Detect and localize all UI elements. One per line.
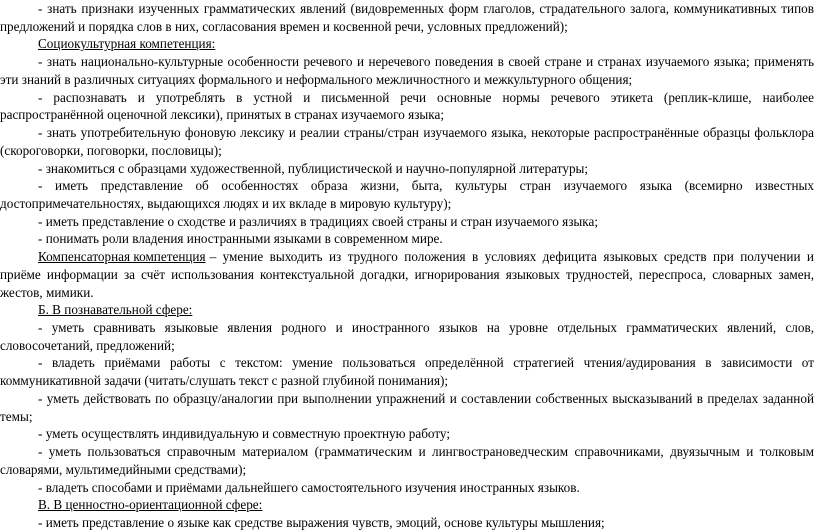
text-line: жестов, мимики. <box>0 284 94 300</box>
text-line: эти знаний в различных ситуациях формального и неформального межличностного и межкультурного общения; <box>0 71 633 87</box>
text-line: - знакомиться с образцами художественной, публицистической и научно-популярной литературы; <box>38 160 589 176</box>
text-line: темы; <box>0 408 33 424</box>
text-line: - владеть приёмами работы с текстом: умение пользоваться определённой стратегией чтения/аудирования в зависимости от <box>38 355 814 371</box>
text-line <box>0 248 814 266</box>
text-line: предложений и порядка слов в них, согласования времен и косвенной речи, условных предложений); <box>0 18 568 34</box>
text-line: словосочетаний, предложений; <box>0 337 175 353</box>
text-fragment: – умение выходить из трудного положения в условиях дефицита языковых средств при получении и <box>209 249 814 265</box>
text-line: - уметь сравнивать языковые явления родного и иностранного языков на уровне отдельных грамматических явлений, слов, <box>38 320 814 336</box>
text-line: коммуникативной задачи (читать/слушать текст с разной глубиной понимания); <box>0 373 449 389</box>
heading-text: Б. В познавательной сфере: <box>38 302 193 318</box>
section-heading <box>0 301 814 319</box>
heading-text: В. В ценностно-ориентационной сфере: <box>38 497 263 513</box>
section-heading <box>0 35 814 53</box>
text-line: приёме информации за счёт использования контекстуальной догадки, игнорирования языковых трудностей, переспроса, словарных замен, <box>0 266 814 282</box>
text-line: - понимать роли владения иностранными языками в современном мире. <box>38 231 443 247</box>
text-line: - знать признаки изученных грамматических явлений (видовременных форм глаголов, страдательного залога, коммуникативных типов <box>38 1 814 16</box>
heading-text: Социокультурная компетенция: <box>38 36 216 52</box>
section-heading <box>0 496 814 514</box>
text-line: - иметь представление об особенностях образа жизни, быта, культуры стран изучаемого языка (всемирно известных <box>38 178 814 194</box>
text-line: достопримечательностях, выдающихся людях и их вкладе в мировую культуру); <box>0 195 452 211</box>
text-line: - владеть способами и приёмами дальнейшего самостоятельного изучения иностранных языков. <box>38 479 580 495</box>
text-line: (скороговорки, поговорки, пословицы); <box>0 142 222 158</box>
text-line: - распознавать и употреблять в устной и письменной речи основные нормы речевого этикета (реплик-клише, наиболее <box>38 89 814 105</box>
text-line: - иметь представление о сходстве и различиях в традициях своей страны и стран изучаемого языка; <box>38 213 598 229</box>
compensatory-heading: Компенсаторная компетенция <box>38 249 206 265</box>
text-line: словарями, мультимедийными средствами); <box>0 461 247 477</box>
text-line: - уметь осуществлять индивидуальную и совместную проектную работу; <box>38 426 451 442</box>
text-line: - знать употребительную фоновую лексику и реалии страны/стран изучаемого языка, некоторые распространённые образцы фольклора <box>38 125 814 141</box>
text-line: распространённой оценочной лексики), принятых в странах изучаемого языка; <box>0 107 444 123</box>
text-line: - уметь пользоваться справочным материалом (грамматическим и лингвострановедческим справочниками, двуязычным и толковым <box>38 444 814 460</box>
text-line: - знать национально-культурные особенности речевого и неречевого поведения в своей стране и странах изучаемого языка; применять <box>38 54 814 70</box>
text-line: - иметь представление о языке как средстве выражения чувств, эмоций, основе культуры мышления; <box>38 515 605 530</box>
text-line: - уметь действовать по образцу/аналогии при выполнении упражнений и составлении собственных высказываний в пределах заданной <box>38 390 814 406</box>
